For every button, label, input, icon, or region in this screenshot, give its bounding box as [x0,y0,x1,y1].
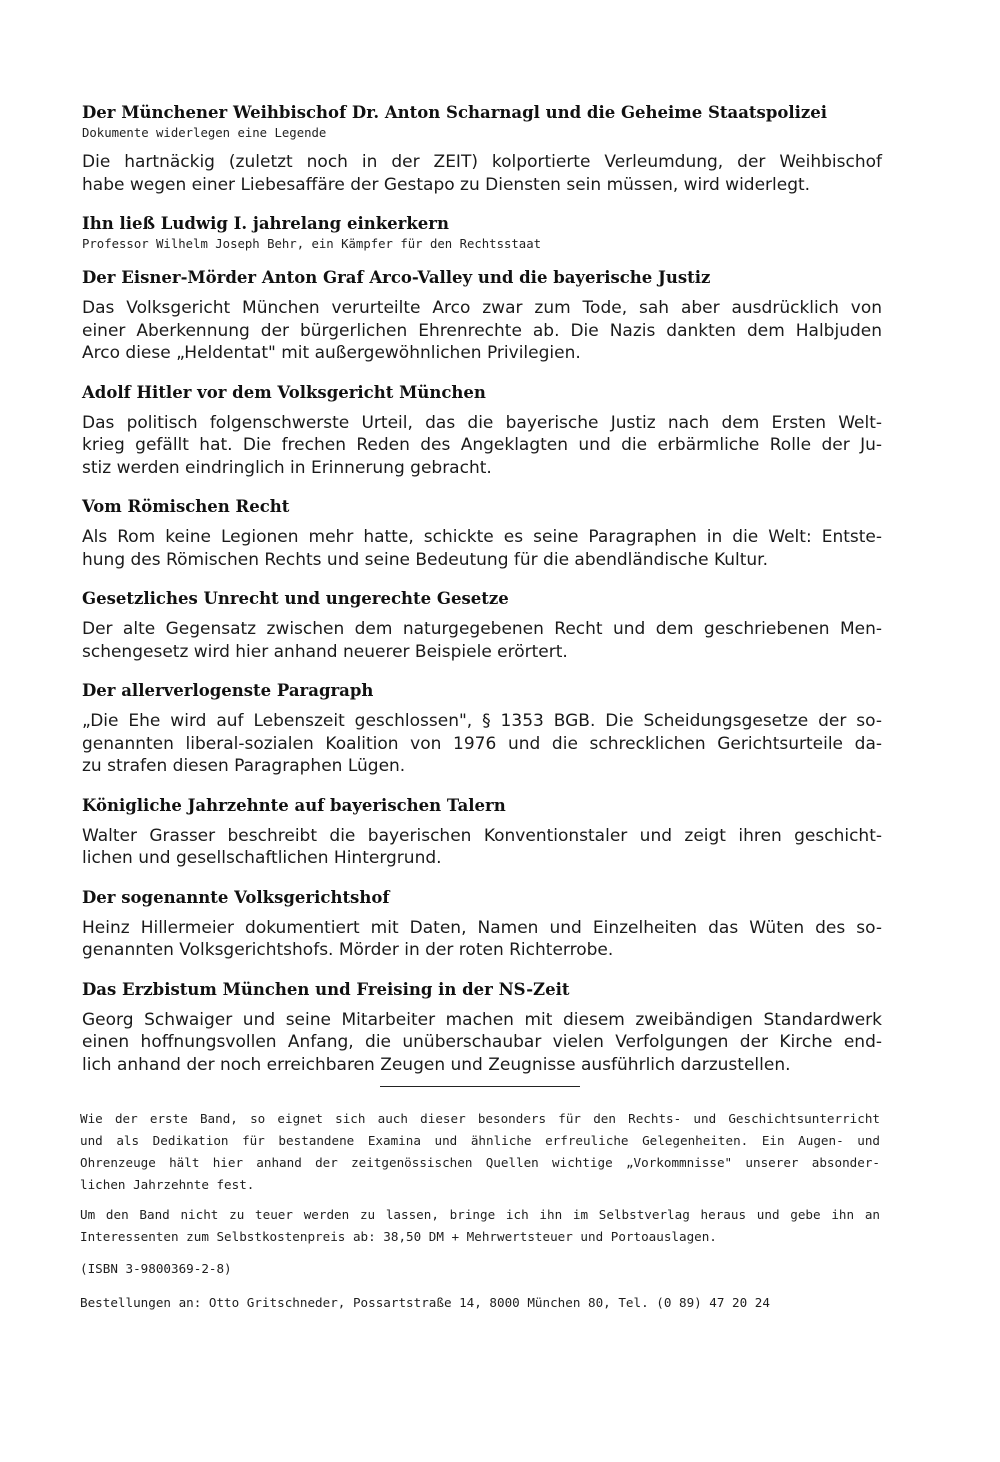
footer-paragraph-usage [80,1108,880,1196]
body-line: Das Volksgericht München verurteilte Arco zwar zum Tode, sah aber ausdrücklich von [82,298,882,318]
section-unjust-laws [82,588,882,663]
section-heading: Das Erzbistum München und Freising in der NS-Zeit [82,979,570,999]
section-behr [82,213,882,253]
section-arco [82,267,882,365]
body-line: schengesetz wird hier anhand neuerer Beispiele erörtert. [82,641,568,662]
footer-line: lichen Jahrzehnte fest. [80,1177,255,1192]
isbn-text: (ISBN 3-9800369-2-8) [80,1261,232,1276]
body-line: genannten liberal-sozialen Koalition von 1976 und die schrecklichen Gerichtsurteile da- [82,733,882,754]
section-heading: Der Münchener Weihbischof Dr. Anton Scharnagl und die Geheime Staatspolizei [82,103,828,122]
body-line: „Die Ehe wird auf Lebenszeit geschlossen", § 1353 BGB. Die Scheidungsgesetze der so- [82,711,882,731]
footer-line: und als Dedikation für bestandene Examina und ähnliche erfreuliche Gelegenheiten. Ein Augen- und [80,1133,880,1148]
body-line: einer Aberkennung der bürgerlichen Ehrenrechte ab. Die Nazis dankten dem Halbjuden [82,320,882,341]
section-paragraph [82,680,882,778]
section-heading: Königliche Jahrzehnte auf bayerischen Talern [82,795,506,815]
footer-line: Ohrenzeuge hält hier anhand der zeitgenössischen Quellen wichtige „Vorkommnisse" unserer absonder- [80,1155,880,1170]
body-line: stiz werden eindringlich in Erinnerung gebracht. [82,457,492,478]
section-body [82,825,882,870]
section-scharnagl [82,102,882,196]
section-heading: Der allerverlogenste Paragraph [82,681,374,700]
section-body [82,151,882,196]
section-heading: Vom Römischen Recht [82,497,290,516]
body-line: Das politisch folgenschwerste Urteil, das die bayerische Justiz nach dem Ersten Welt- [82,412,882,433]
footer-paragraph-price [80,1204,880,1248]
body-line: Der alte Gegensatz zwischen dem naturgegebenen Recht und dem geschriebenen Men- [82,619,882,639]
body-line: Die hartnäckig (zuletzt noch in der ZEIT) kolportierte Verleumdung, der Weihbischof [82,152,882,172]
book-contents-list [82,102,882,1076]
body-line: hung des Römischen Rechts und seine Bedeutung für die abendländische Kultur. [82,549,769,570]
section-body [82,618,882,663]
section-heading: Gesetzliches Unrecht und ungerechte Gesetze [82,589,509,608]
section-body [82,1009,882,1077]
body-line: Als Rom keine Legionen mehr hatte, schickte es seine Paragraphen in die Welt: Entste- [82,527,882,547]
body-line: Walter Grasser beschreibt die bayerischen Konventionstaler und zeigt ihren geschicht- [82,825,882,846]
body-line: Arco diese „Heldentat" mit außergewöhnlichen Privilegien. [82,343,581,363]
section-body [82,412,882,480]
footer-line: Um den Band nicht zu teuer werden zu lassen, bringe ich ihn im Selbstverlag heraus und gebe ihn an [80,1207,880,1222]
footer-line: Wie der erste Band, so eignet sich auch dieser besonders für den Rechts- und Geschichtsunterricht [80,1111,880,1126]
section-erzbistum [82,979,882,1077]
body-line: genannten Volksgerichtshofs. Mörder in der roten Richterrobe. [82,940,614,960]
section-heading: Der Eisner-Mörder Anton Graf Arco-Valley und die bayerische Justiz [82,268,711,287]
footer-line: Interessenten zum Selbstkostenpreis ab: 38,50 DM + Mehrwertsteuer und Portoauslagen. [80,1229,717,1244]
section-body [82,526,882,571]
footer-notes [80,1108,880,1314]
separator-line [380,1086,580,1087]
section-subtitle: Professor Wilhelm Joseph Behr, ein Kämpfer für den Rechtsstaat [82,237,542,251]
order-text: Bestellungen an: Otto Gritschneder, Possartstraße 14, 8000 München 80, Tel. (0 89) 47 20 24 [80,1295,770,1310]
section-body [82,710,882,778]
section-body [82,917,882,962]
body-line: habe wegen einer Liebesaffäre der Gestapo zu Diensten sein müssen, wird widerlegt. [82,174,811,195]
section-heading: Ihn ließ Ludwig I. jahrelang einkerkern [82,214,449,233]
isbn-line [80,1258,880,1280]
body-line: Georg Schwaiger und seine Mitarbeiter machen mit diesem zweibändigen Standardwerk [82,1009,882,1030]
section-talers [82,795,882,870]
body-line: krieg gefällt hat. Die frechen Reden des Angeklagten und die erbärmliche Rolle der Ju- [82,435,882,455]
body-line: Heinz Hillermeier dokumentiert mit Daten, Namen und Einzelheiten das Wüten des so- [82,917,882,938]
section-subtitle: Dokumente widerlegen eine Legende [82,126,327,140]
section-roman-law [82,496,882,571]
section-body [82,297,882,365]
body-line: lich anhand der noch erreichbaren Zeugen und Zeugnisse ausführlich darzustellen. [82,1054,791,1075]
body-line: zu strafen diesen Paragraphen Lügen. [82,756,406,776]
section-heading: Adolf Hitler vor dem Volksgericht München [82,382,486,402]
section-hitler [82,382,882,480]
section-volksgerichtshof [82,887,882,962]
section-heading: Der sogenannte Volksgerichtshof [82,887,390,907]
body-line: einen hoffnungsvollen Anfang, die unüberschaubar vielen Verfolgungen der Kirche end- [82,1032,882,1052]
order-address [80,1292,880,1314]
body-line: lichen und gesellschaftlichen Hintergrund. [82,848,442,868]
